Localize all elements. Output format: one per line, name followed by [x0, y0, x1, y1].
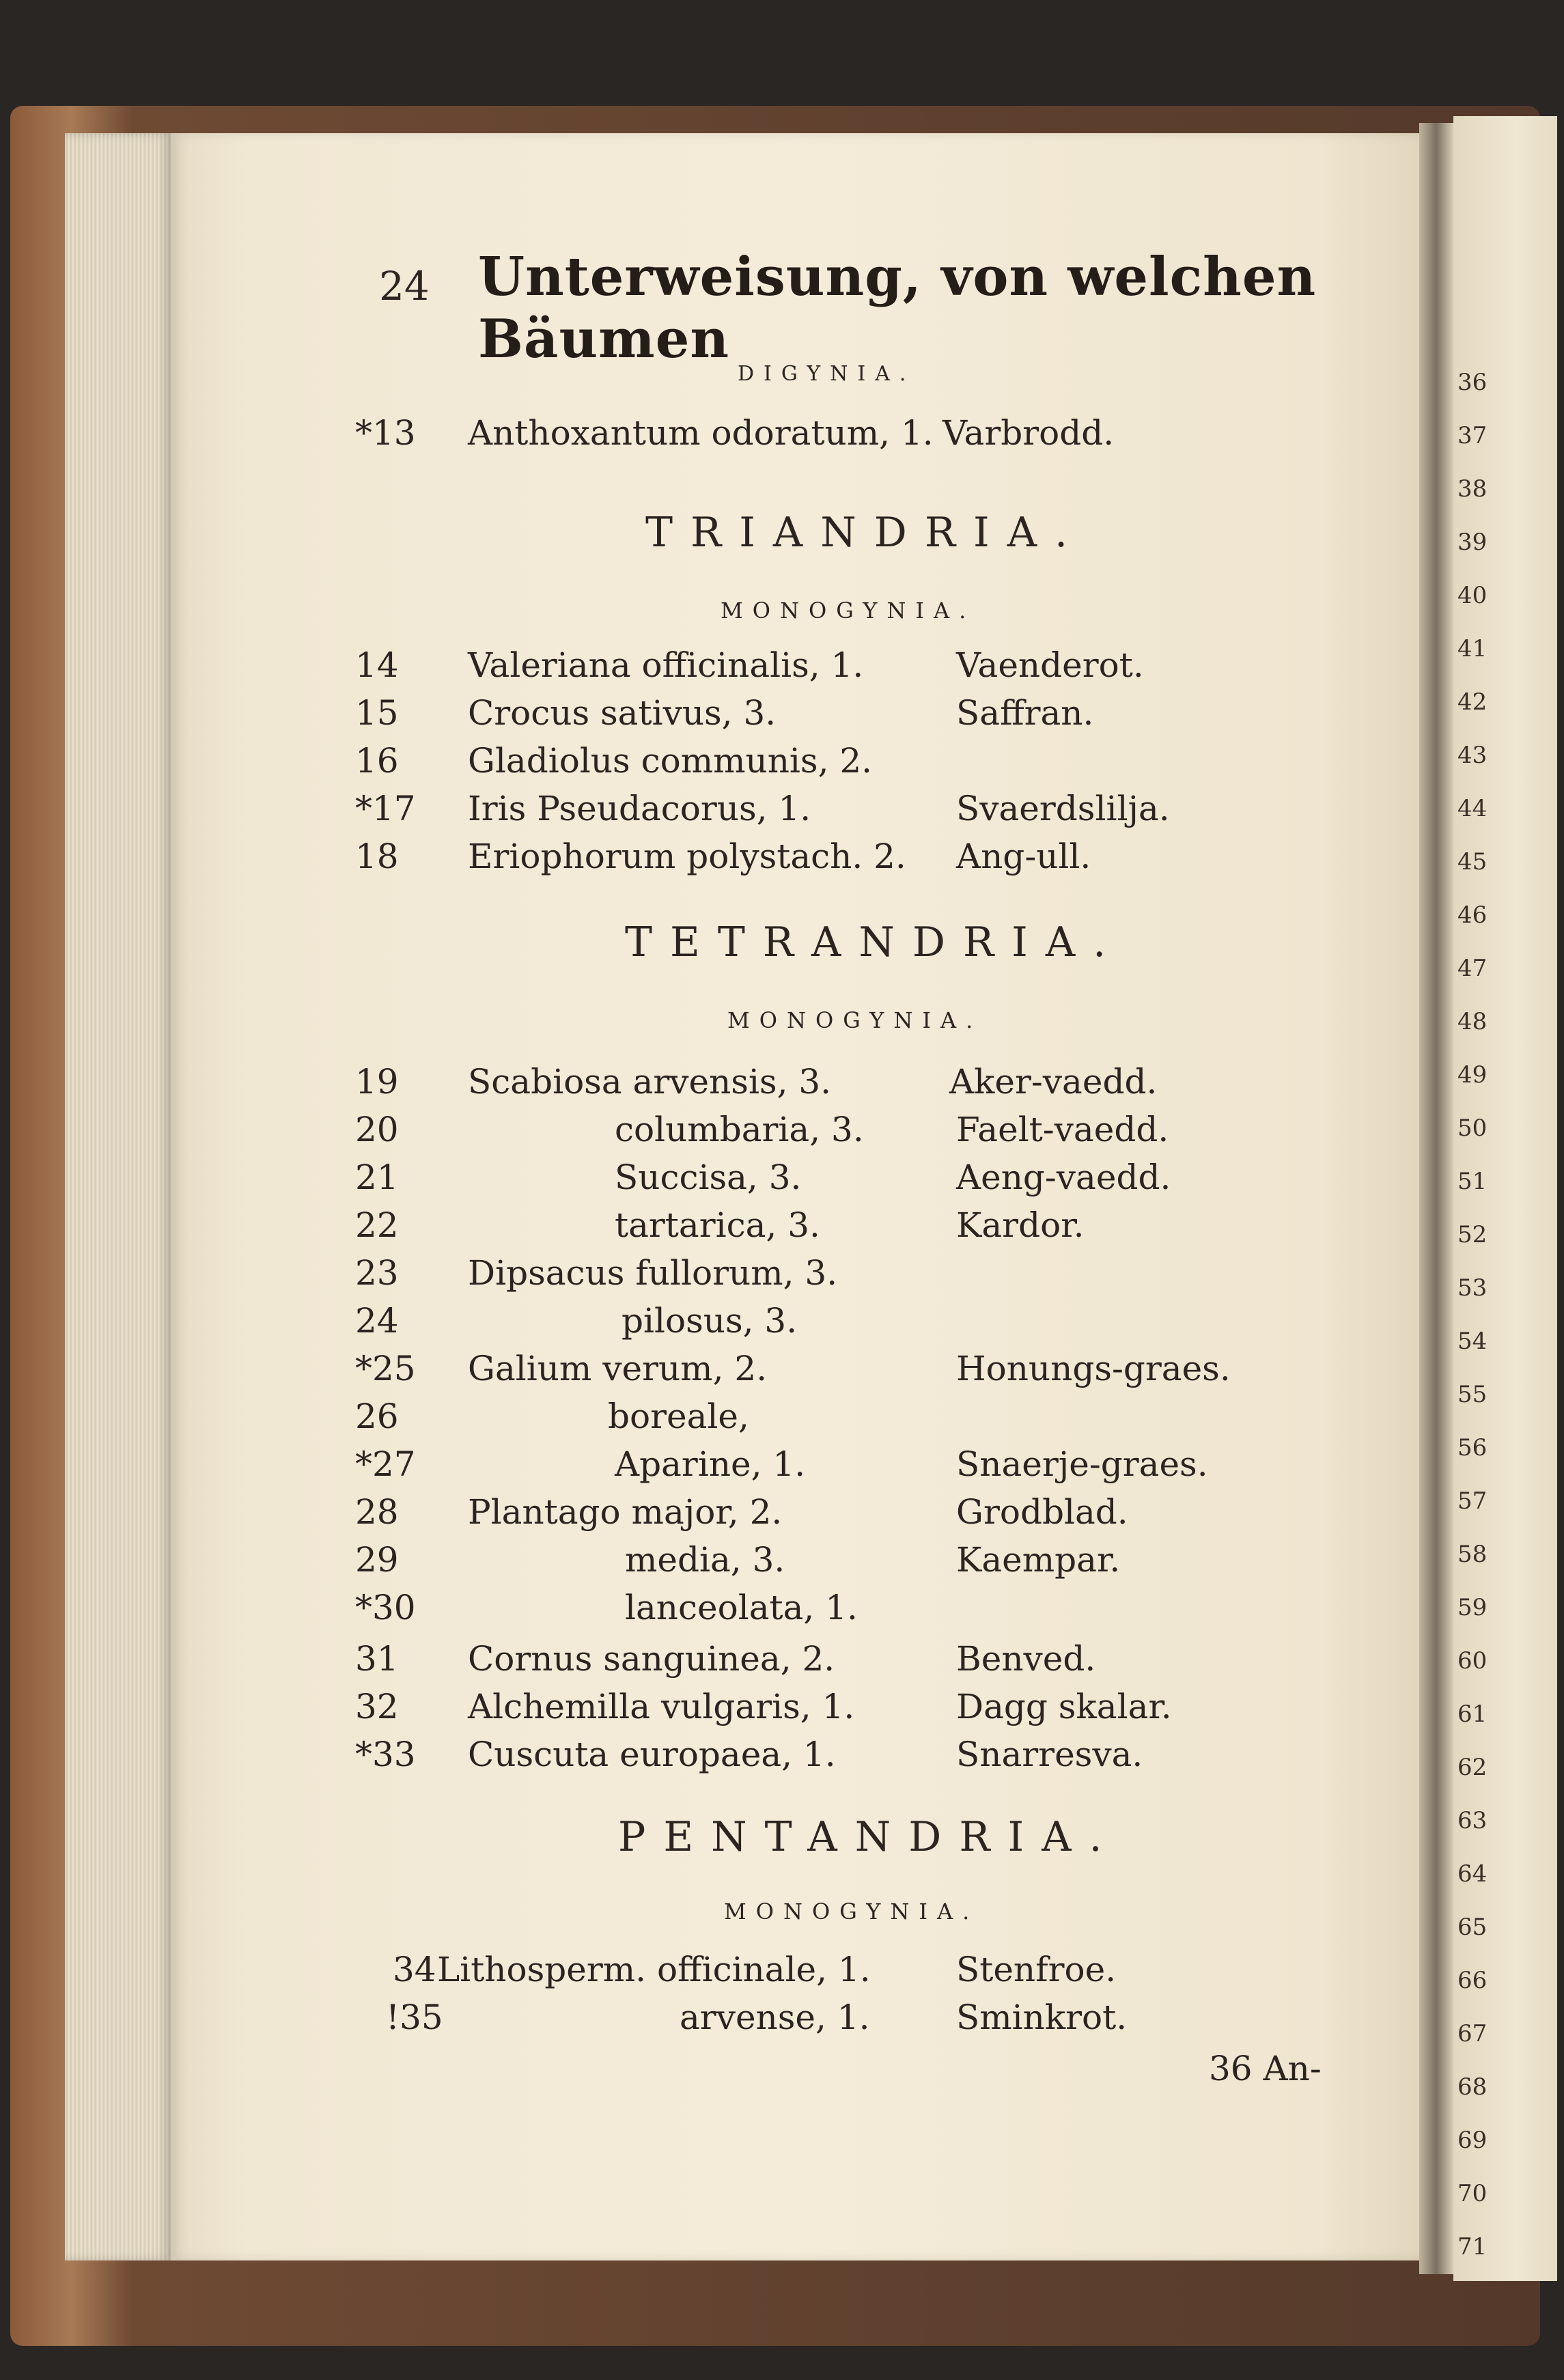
entry-latin-name: lanceolata, 1.: [625, 1588, 858, 1627]
catchword: 36 An-: [1209, 2049, 1322, 2088]
entry-common-name: Kaempar.: [956, 1540, 1121, 1580]
table-row: [355, 1158, 1243, 1205]
entry-latin-name: Crocus sativus, 3.: [468, 693, 777, 733]
entry-common-name: Dagg skalar.: [956, 1687, 1172, 1726]
table-row: [355, 1397, 1243, 1444]
entry-latin-name: tartarica, 3.: [615, 1205, 820, 1245]
entry-number: 34: [393, 1950, 436, 1989]
facing-page-line-number: 70: [1457, 2180, 1488, 2207]
entry-latin-name: Cuscuta europaea, 1.: [468, 1735, 836, 1774]
facing-page-line-number: 53: [1457, 1274, 1488, 1302]
table-row: [355, 1639, 1243, 1687]
facing-page-line-number: 64: [1457, 1860, 1488, 1888]
entry-number: 22: [355, 1205, 399, 1245]
entry-number: *25: [355, 1349, 416, 1388]
entry-common-name: Svaerdslilja.: [956, 789, 1170, 828]
table-row: [355, 837, 1243, 884]
facing-page-line-number: 62: [1457, 1754, 1488, 1781]
facing-page-line-number: 56: [1457, 1434, 1488, 1461]
section-digynia: DIGYNIA.: [738, 362, 916, 386]
table-row: [355, 1062, 1243, 1110]
table-row: [355, 1687, 1243, 1735]
entry-latin-name: Aparine, 1.: [615, 1444, 806, 1484]
entry-latin-name: Gladiolus communis, 2.: [468, 741, 873, 781]
table-row: [355, 1349, 1243, 1397]
table-row: [355, 645, 1243, 693]
entry-common-name: Kardor.: [956, 1205, 1085, 1245]
entry-common-name: Sminkrot.: [956, 1998, 1128, 2037]
page-number: 24: [379, 263, 430, 309]
table-row: [355, 1540, 1243, 1588]
entry-common-name: Vaenderot.: [956, 645, 1144, 685]
entry-common-name: Varbrodd.: [942, 413, 1115, 453]
facing-page-line-number: 58: [1457, 1541, 1488, 1568]
entry-number: 21: [355, 1158, 399, 1197]
facing-page-line-number: 54: [1457, 1328, 1488, 1355]
facing-page-line-number: 55: [1457, 1381, 1488, 1408]
table-row: [355, 1253, 1243, 1301]
entry-common-name: Ang-ull.: [956, 837, 1091, 876]
section-pentandria: PENTANDRIA.: [618, 1813, 1120, 1861]
entry-latin-name: Iris Pseudacorus, 1.: [468, 789, 811, 828]
entry-common-name: Faelt-vaedd.: [956, 1110, 1169, 1149]
section-triandria: TRIANDRIA.: [645, 509, 1086, 557]
entry-latin-name: arvense, 1.: [680, 1998, 870, 2037]
facing-page-line-number: 39: [1457, 529, 1488, 556]
entry-number: 20: [355, 1110, 399, 1149]
facing-page-line-number: 38: [1457, 475, 1488, 503]
entry-number: 26: [355, 1397, 399, 1436]
entry-latin-name: media, 3.: [625, 1540, 785, 1580]
section-tetrandria: TETRANDRIA.: [625, 919, 1124, 966]
facing-page-line-number: 42: [1457, 688, 1488, 716]
entry-latin-name: columbaria, 3.: [615, 1110, 864, 1149]
facing-page-line-number: 60: [1457, 1647, 1488, 1675]
table-row: [355, 789, 1243, 837]
entry-number: 15: [355, 693, 399, 733]
facing-page-line-number: 43: [1457, 742, 1488, 769]
entry-number: *13: [355, 413, 416, 453]
facing-page-line-number: 48: [1457, 1008, 1488, 1035]
entry-common-name: Benved.: [956, 1639, 1096, 1679]
facing-page-line-number: 50: [1457, 1115, 1488, 1142]
entry-latin-name: Lithosperm. officinale, 1.: [437, 1950, 871, 1989]
facing-page-line-number: 71: [1457, 2233, 1488, 2260]
entry-latin-name: Eriophorum polystach. 2.: [468, 837, 906, 876]
table-row: [355, 1735, 1243, 1782]
table-row: [355, 1950, 1243, 1998]
entry-number: 18: [355, 837, 399, 876]
entry-number: 16: [355, 741, 399, 781]
entry-common-name: Snarresva.: [956, 1735, 1143, 1774]
facing-page-line-number: 57: [1457, 1487, 1488, 1515]
entry-latin-name: Valeriana officinalis, 1.: [468, 645, 864, 685]
entry-common-name: Saffran.: [956, 693, 1094, 733]
section-monogynia: MONOGYNIA.: [727, 1007, 983, 1033]
facing-page-line-number: 37: [1457, 422, 1488, 449]
facing-page-line-number: 68: [1457, 2073, 1488, 2101]
facing-page-line-number: 52: [1457, 1221, 1488, 1248]
facing-page-line-number: 47: [1457, 955, 1488, 982]
table-row: [355, 1998, 1243, 2045]
entry-common-name: Stenfroe.: [956, 1950, 1117, 1989]
facing-page-line-number: 61: [1457, 1700, 1488, 1728]
entry-common-name: Aker-vaedd.: [949, 1062, 1158, 1102]
section-monogynia: MONOGYNIA.: [721, 598, 976, 624]
entry-number: 14: [355, 645, 399, 685]
facing-page-fragment: [1453, 116, 1557, 2281]
entry-common-name: Snaerje-graes.: [956, 1444, 1208, 1484]
entry-number: 32: [355, 1687, 399, 1726]
entry-latin-name: pilosus, 3.: [622, 1301, 798, 1341]
entry-common-name: Honungs-graes.: [956, 1349, 1231, 1388]
running-head: Unterweisung, von welchen Bäumen: [478, 246, 1317, 370]
entry-number: 28: [355, 1492, 399, 1532]
entry-number: 23: [355, 1253, 399, 1293]
entry-latin-name: boreale,: [608, 1397, 749, 1436]
entry-number: *17: [355, 789, 416, 828]
facing-page-line-number: 59: [1457, 1594, 1488, 1621]
entry-latin-name: Succisa, 3.: [615, 1158, 802, 1197]
facing-page-line-number: 44: [1457, 795, 1488, 822]
facing-page-line-number: 45: [1457, 848, 1488, 876]
facing-page-line-number: 49: [1457, 1061, 1488, 1089]
facing-page-line-number: 51: [1457, 1168, 1488, 1195]
table-row: [355, 1301, 1243, 1349]
entry-latin-name: Scabiosa arvensis, 3.: [468, 1062, 832, 1102]
table-row: [355, 741, 1243, 789]
entry-number: 29: [355, 1540, 399, 1580]
facing-page-line-number: 40: [1457, 582, 1488, 609]
table-row: [355, 1205, 1243, 1253]
entry-common-name: Aeng-vaedd.: [956, 1158, 1171, 1197]
entry-latin-name: Plantago major, 2.: [468, 1492, 783, 1532]
entry-latin-name: Cornus sanguinea, 2.: [468, 1639, 835, 1679]
entry-number: 31: [355, 1639, 399, 1679]
entry-latin-name: Alchemilla vulgaris, 1.: [468, 1687, 855, 1726]
entry-number: 24: [355, 1301, 399, 1341]
table-row: [355, 1588, 1243, 1636]
entry-number: *27: [355, 1444, 416, 1484]
facing-page-line-number: 46: [1457, 901, 1488, 929]
table-row: [355, 413, 1243, 461]
entry-common-name: Grodblad.: [956, 1492, 1128, 1532]
entry-latin-name: Anthoxantum odoratum, 1.: [468, 413, 934, 453]
table-row: [355, 693, 1243, 741]
page-edges: [65, 133, 171, 2260]
facing-page-line-number: 67: [1457, 2020, 1488, 2047]
table-row: [355, 1110, 1243, 1158]
facing-page-line-number: 36: [1457, 369, 1488, 396]
entry-number: 19: [355, 1062, 399, 1102]
table-row: [355, 1444, 1243, 1492]
facing-page-line-number: 66: [1457, 1967, 1488, 1994]
entry-number: *33: [355, 1735, 416, 1774]
entry-latin-name: Dipsacus fullorum, 3.: [468, 1253, 838, 1293]
facing-page-line-number: 65: [1457, 1914, 1488, 1941]
facing-page-line-number: 63: [1457, 1807, 1488, 1834]
section-monogynia: MONOGYNIA.: [724, 1899, 979, 1924]
facing-page-line-number: 69: [1457, 2127, 1488, 2154]
entry-number: !35: [386, 1998, 443, 2037]
entry-latin-name: Galium verum, 2.: [468, 1349, 768, 1388]
entry-number: *30: [355, 1588, 416, 1627]
table-row: [355, 1492, 1243, 1540]
facing-page-line-number: 41: [1457, 635, 1488, 662]
book-gutter: [1419, 123, 1453, 2274]
